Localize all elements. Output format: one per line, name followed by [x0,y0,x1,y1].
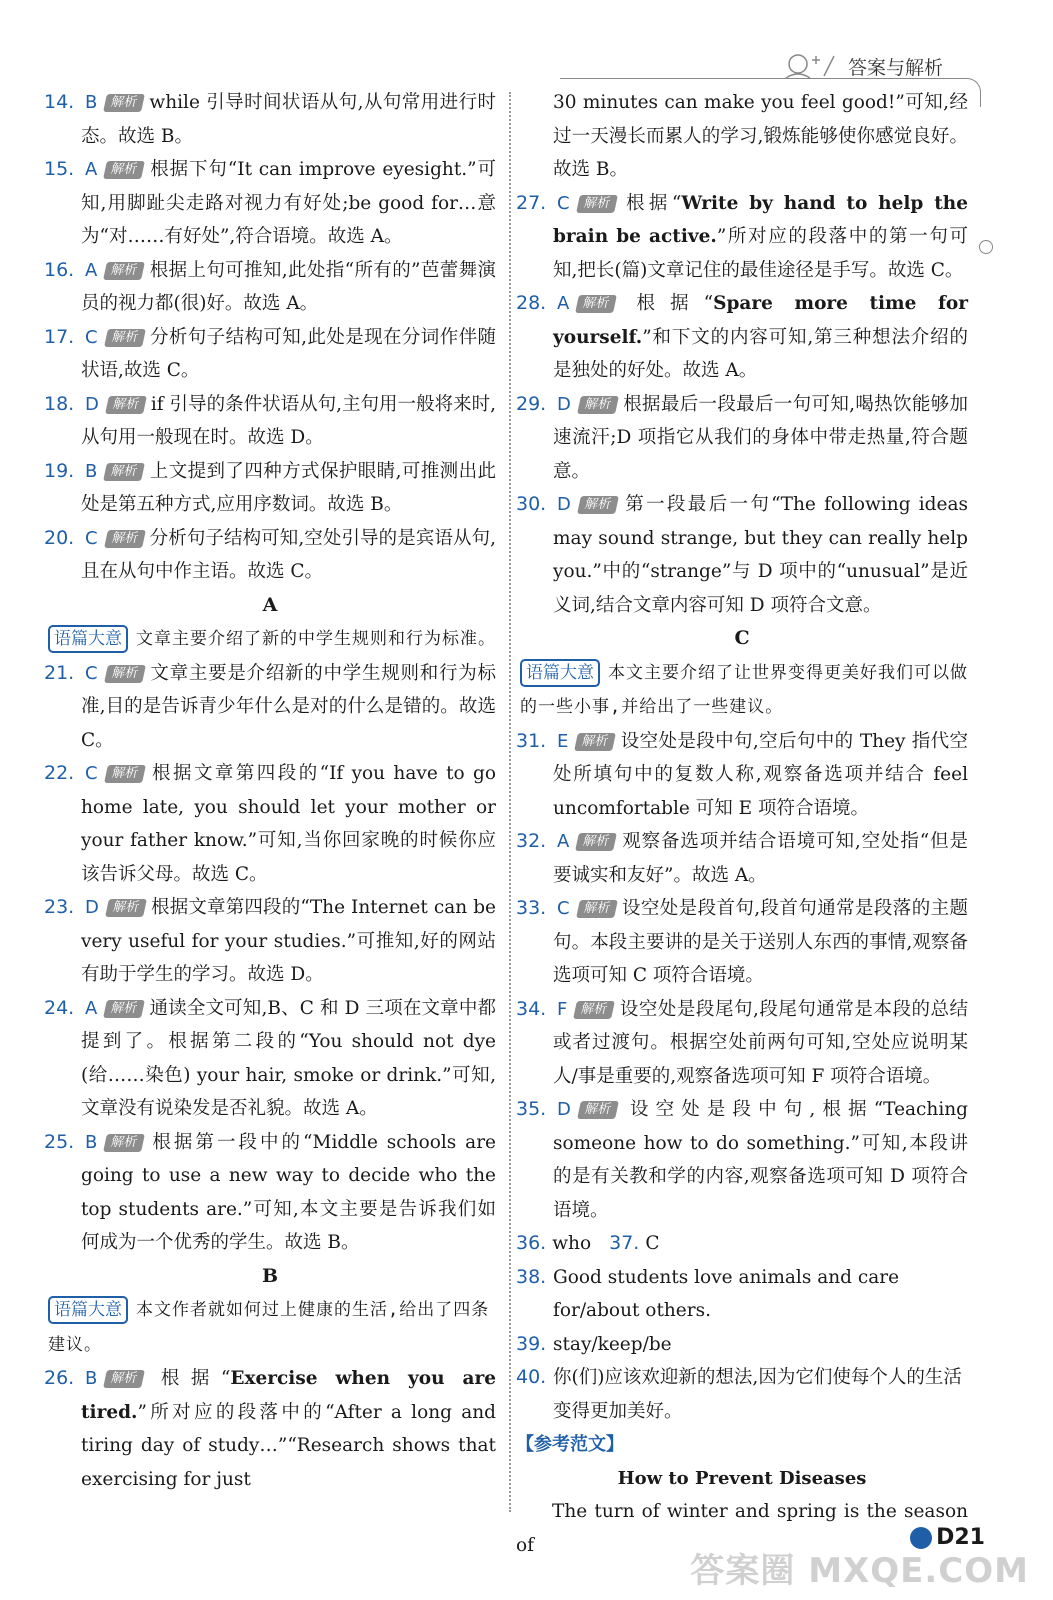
summary-label: 语篇大意 [48,625,128,653]
continued-explanation: 30 minutes can make you feel good!”可知,经过一天漫长而累人的学习,锻炼能够使你感觉良好。故选 B。 [553,92,968,180]
section-heading: C [734,627,750,649]
answer-letter: B [85,460,98,482]
question-number: 37. [609,1232,640,1254]
analysis-tag: 解析 [577,396,619,414]
analysis-tag: 解析 [103,463,145,481]
answer-item [516,388,968,489]
question-number: 18. [44,392,75,415]
answer-item [44,1362,496,1496]
answer-item [44,455,496,522]
analysis-tag: 解析 [577,1101,619,1119]
passage-summary [44,1293,496,1362]
question-number: 34. [516,997,547,1020]
question-number: 20. [44,526,75,549]
explanation-text: 分析句子结构可知,空处引导的是宾语从句,且在从句中作主语。故选 C。 [81,527,496,582]
explanation-text: 设空处是段首句,段首句通常是段落的主题句。本段主要讲的是关于送别人东西的事情,观察备选项可知 C 项符合语境。 [553,898,968,986]
answer-item [44,321,496,388]
question-number: 36. [516,1232,547,1254]
question-number: 33. [516,897,547,919]
answer-row-36-37 [516,1227,968,1261]
analysis-tag: 解析 [105,899,147,917]
question-number: 28. [516,292,547,314]
answer-item [44,992,496,1126]
question-number: 26. [44,1367,75,1389]
answer-letter: A [557,831,570,852]
explanation-text: 根据第一段中的“Middle schools are going to use a new way to decide who the top students are.”可知,本文主要是告诉我们如何成为一个优秀的学生。故选 B。 [81,1131,496,1253]
summary-text: 本文作者就如何过上健康的生活,给出了四条建议。 [48,1300,490,1355]
answer-letter: A [85,259,98,281]
analysis-tag: 解析 [573,1001,615,1019]
explanation-text: while 引导时间状语从句,从句常用进行时态。故选 B。 [81,92,496,147]
header-title: 答案与解析 [847,56,943,79]
summary-text: 本文主要介绍了让世界变得更美好我们可以做的一些小事,并给出了一些建议。 [520,662,968,717]
question-number: 14. [44,91,75,113]
explanation-text: 设空处是段尾句,段尾句通常是本段的总结或者过渡句。根据空处前两句可知,空处应说明某人/事是重要的,观察备选项可知 F 项符合语境。 [553,998,968,1087]
right-column [516,86,968,1562]
question-number: 32. [516,830,547,852]
section-heading: B [261,1264,279,1287]
answer-letter: C [85,527,98,549]
answer-item [516,1093,968,1227]
pin-icon [979,240,993,254]
explanation-pre: 根据“ [149,1368,231,1389]
analysis-tag: 解析 [577,496,619,514]
question-number: 19. [44,459,75,482]
analysis-tag: 解析 [575,833,617,851]
explanation-post: ”所对应的段落中的第一句可知,把长(篇)文章记住的最佳途径是手写。故选 C。 [553,226,968,281]
answer-letter: C [557,192,570,214]
section-heading: A [262,593,278,616]
question-number: 27. [516,191,547,214]
passage-summary [516,656,968,725]
explanation-text: 分析句子结构可知,此处是现在分词作伴随状语,故选 C。 [81,326,496,381]
question-number: 38. [516,1265,547,1288]
answer-item [516,488,968,622]
answer-item [516,187,968,288]
answer-letter: C [85,662,98,684]
question-number: 15. [44,158,75,180]
analysis-tag: 解析 [105,396,147,414]
explanation-text: 第一段最后一句“The following ideas may sound strange, but they can really help you.”中的“strange”与 D 项中的“unusual”是近义词,结合文章内容可知 D 项符合文意。 [553,494,968,616]
answer-letter: D [557,1099,571,1120]
explanation-text: 观察备选项并结合语境可知,空处指“但是要诚实和友好”。故选 A。 [553,831,968,886]
explanation-text: 根据文章第四段的“The Internet can be very useful for your studies.”可推知,好的网站有助于学生的学习。故选 D。 [81,897,496,985]
explanation-pre: 根据“ [621,293,714,314]
answer-text: who [552,1233,592,1254]
answer-letter: B [85,1131,98,1153]
answer-letter: C [85,763,98,784]
answer-letter: C [85,326,98,348]
answer-item [44,1126,496,1260]
question-number: 23. [44,896,75,918]
answer-letter: A [85,997,98,1019]
watermark: 答案圈 MXQE.COM [690,1551,1029,1591]
answer-item [44,657,496,758]
analysis-tag: 解析 [576,900,618,918]
explanation-post: ”和下文的内容可知,第三种想法介绍的是独处的好处。故选 A。 [553,326,968,381]
answer-text: 你(们)应该欢迎新的想法,因为它们使每个人的生活变得更加美好。 [553,1367,962,1422]
answer-item [44,522,496,589]
explanation-text: 根据文章第四段的“If you have to go home late, you should let your mother or your father know.”可知,当你回家晚的时候你应该告诉父母。故选 C。 [81,763,496,885]
question-number: 22. [44,762,75,784]
explanation-text: 根据下句“It can improve eyesight.”可知,用脚趾尖走路对视力有好处;be good for…意为“对……有好处”,符合语境。故选 A。 [81,159,496,247]
quoted-heading: Exercise when you are tired. [81,1368,496,1423]
analysis-tag: 解析 [104,329,146,347]
answer-item [516,725,968,826]
question-number: 39. [516,1332,547,1355]
analysis-tag: 解析 [576,195,618,213]
answer-text: stay/keep/be [553,1333,672,1355]
answer-letter: A [557,293,570,314]
passage-summary [44,622,496,657]
answer-item [516,993,968,1094]
essay-title: How to Prevent Diseases [617,1467,867,1489]
question-number: 30. [516,493,547,515]
answer-item [516,1261,968,1328]
question-number: 35. [516,1098,547,1120]
question-number: 24. [44,996,75,1019]
essay-body: The turn of winter and spring is the season of [516,1501,968,1556]
answer-letter: B [85,92,98,113]
analysis-tag: 解析 [103,1134,145,1152]
analysis-tag: 解析 [104,665,146,683]
left-column [44,86,496,1496]
answer-item [516,1361,968,1428]
answer-letter: C [557,898,570,919]
answer-text: Good students love animals and care for/about others. [553,1266,900,1321]
question-number: 40. [516,1366,547,1388]
explanation-text: 设空处是段中句,根据“Teaching someone how to do something.”可知,本段讲的是有关教和学的内容,观察备选项可知 D 项符合语境。 [553,1099,968,1221]
question-number: 31. [516,729,547,752]
explanation-text: if 引导的条件状语从句,主句用一般将来时,从句用一般现在时。故选 D。 [81,393,496,448]
analysis-tag: 解析 [103,1000,145,1018]
page-number: D21 [936,1525,985,1550]
analysis-tag: 解析 [103,94,145,112]
analysis-tag: 解析 [103,262,145,280]
answer-letter: D [557,494,571,515]
answer-item [516,287,968,388]
explanation-text: 文章主要是介绍新的中学生规则和行为标准,目的是告诉青少年什么是对的什么是错的。故选 C。 [81,662,496,751]
answer-letter: D [85,897,99,918]
answer-letter: B [85,1368,98,1389]
answer-letter: A [85,159,98,180]
explanation-post: ”所对应的段落中的“After a long and tiring day of study…”“Research shows that exercising for just [81,1401,496,1490]
explanation-text: 设空处是段中句,空后句中的 They 指代空处所填句中的复数人称,观察备选项并结合 feel uncomfortable 可知 E 项符合语境。 [553,730,968,819]
quoted-heading: Spare more time for yourself. [553,293,968,348]
analysis-tag: 解析 [104,765,146,783]
explanation-text: 根据最后一段最后一句可知,喝热饮能够加速流汗;D 项指它从我们的身体中带走热量,符合题意。 [553,393,968,482]
question-number: 21. [44,661,75,684]
answer-item [44,891,496,992]
summary-label: 语篇大意 [48,1296,128,1324]
answer-item [44,153,496,254]
question-number: 29. [516,392,547,415]
explanation-text: 根据上句可推知,此处指“所有的”芭蕾舞演员的视力都(很)好。故选 A。 [81,259,496,314]
explanation-pre: 根据“ [621,192,682,214]
analysis-tag: 解析 [574,733,616,751]
answer-letter: D [85,393,99,415]
column-divider [509,92,511,1512]
analysis-tag: 解析 [103,161,145,179]
analysis-tag: 解析 [104,530,146,548]
answer-item [44,254,496,321]
analysis-tag: 解析 [103,1370,145,1388]
answer-letter: D [557,393,571,415]
answer-item [516,825,968,892]
answer-letter: F [557,998,568,1020]
answer-item [44,86,496,153]
question-number: 25. [44,1130,75,1153]
answer-item [516,1328,968,1362]
quoted-heading: Write by hand to help the brain be active. [553,192,968,247]
summary-label: 语篇大意 [520,659,600,687]
question-number: 16. [44,258,75,281]
answer-item [44,757,496,891]
answer-item [44,388,496,455]
answer-text: C [645,1233,660,1254]
summary-text: 文章主要介绍了新的中学生规则和行为标准。 [136,629,496,649]
explanation-text: 上文提到了四种方式保护眼睛,可推测出此处是第五种方式,应用序数词。故选 B。 [81,460,496,515]
answer-letter: E [557,730,569,752]
answer-item [516,892,968,993]
analysis-tag: 解析 [575,295,617,313]
question-number: 17. [44,325,75,348]
explanation-text: 通读全文可知,B、C 和 D 三项在文章中都提到了。根据第二段的“You should not dye (给……染色) your hair, smoke or drink.”可知,文章没有说染发是否礼貌。故选 A。 [81,997,496,1119]
reference-essay-label: 【参考范文】 [516,1434,624,1455]
